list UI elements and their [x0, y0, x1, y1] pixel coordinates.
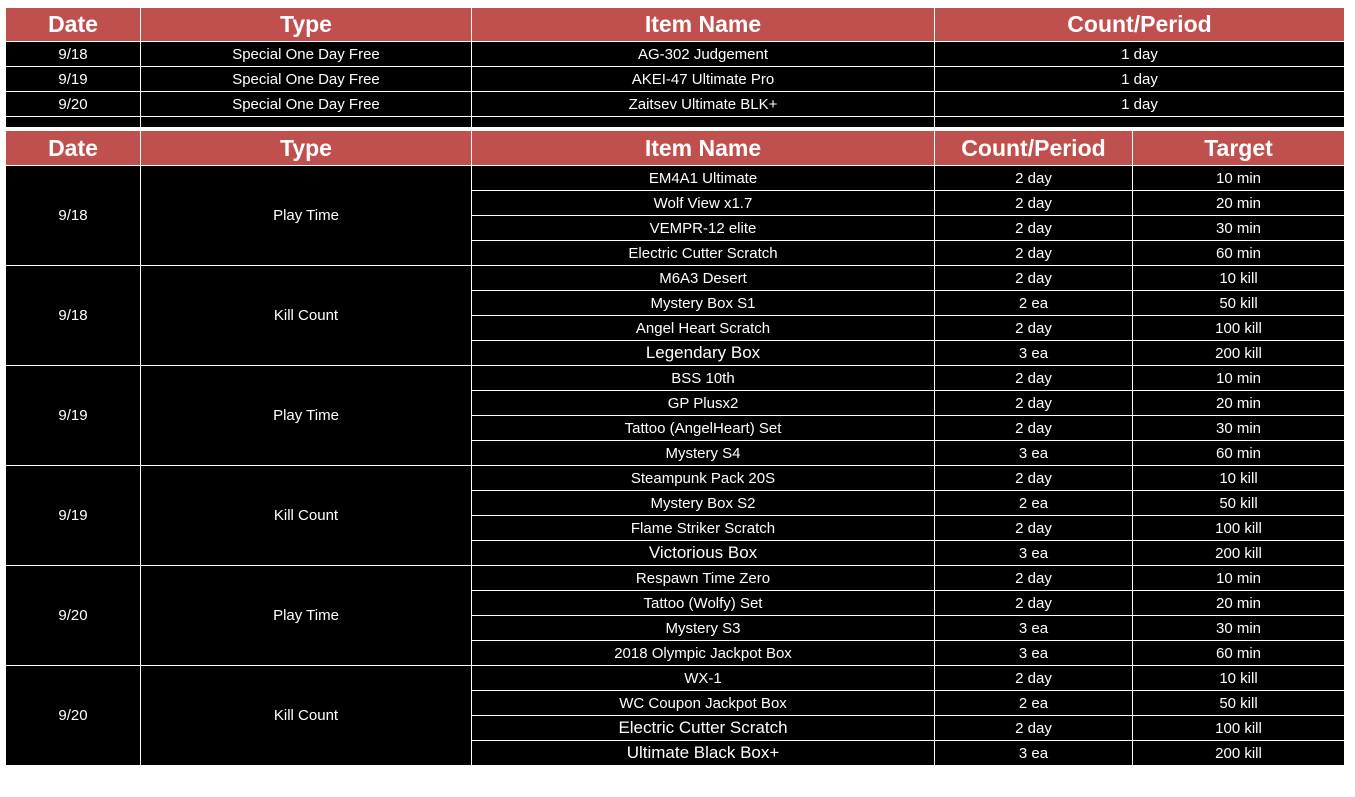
table-row [6, 166, 1345, 191]
count-cell: 2 day [935, 416, 1133, 441]
spacer-cell [6, 117, 141, 128]
item-cell: Angel Heart Scratch [472, 316, 935, 341]
target-cell: 20 min [1133, 591, 1345, 616]
target-cell: 20 min [1133, 191, 1345, 216]
target-cell: 10 kill [1133, 266, 1345, 291]
count-cell: 3 ea [935, 741, 1133, 766]
target-cell: 200 kill [1133, 741, 1345, 766]
item-cell: Mystery Box S2 [472, 491, 935, 516]
type-cell: Special One Day Free [141, 42, 472, 67]
count-cell: 2 day [935, 591, 1133, 616]
header-item-name: Item Name [472, 8, 935, 42]
target-cell: 60 min [1133, 441, 1345, 466]
count-cell: 2 day [935, 191, 1133, 216]
item-cell: Respawn Time Zero [472, 566, 935, 591]
count-cell: 3 ea [935, 441, 1133, 466]
header-row [6, 8, 1345, 42]
item-cell: M6A3 Desert [472, 266, 935, 291]
type-cell: Special One Day Free [141, 92, 472, 117]
target-cell: 10 min [1133, 166, 1345, 191]
table-row [6, 67, 1345, 92]
target-cell: 100 kill [1133, 516, 1345, 541]
item-cell: Electric Cutter Scratch [472, 241, 935, 266]
date-cell: 9/19 [6, 366, 141, 466]
item-cell: Legendary Box [472, 341, 935, 366]
target-cell: 10 min [1133, 366, 1345, 391]
item-cell: Flame Striker Scratch [472, 516, 935, 541]
count-cell: 3 ea [935, 541, 1133, 566]
item-cell: Electric Cutter Scratch [472, 716, 935, 741]
type-cell: Kill Count [141, 466, 472, 566]
item-cell: Mystery S4 [472, 441, 935, 466]
count-cell: 2 day [935, 566, 1133, 591]
target-cell: 100 kill [1133, 316, 1345, 341]
count-cell: 2 ea [935, 291, 1133, 316]
count-cell: 1 day [935, 42, 1345, 67]
spacer-cell [472, 117, 935, 128]
table-row [6, 566, 1345, 591]
header-item-name: Item Name [472, 131, 935, 166]
mission-rewards-table [5, 130, 1345, 766]
count-cell: 2 day [935, 316, 1133, 341]
item-cell: WC Coupon Jackpot Box [472, 691, 935, 716]
count-cell: 2 day [935, 716, 1133, 741]
count-cell: 2 day [935, 466, 1133, 491]
table-row [6, 666, 1345, 691]
item-cell: BSS 10th [472, 366, 935, 391]
count-cell: 2 day [935, 366, 1133, 391]
header-target: Target [1133, 131, 1345, 166]
table-row [6, 266, 1345, 291]
count-cell: 2 day [935, 241, 1133, 266]
count-cell: 2 ea [935, 691, 1133, 716]
header-row [6, 131, 1345, 166]
item-cell: EM4A1 Ultimate [472, 166, 935, 191]
date-cell: 9/19 [6, 67, 141, 92]
target-cell: 30 min [1133, 616, 1345, 641]
date-cell: 9/20 [6, 666, 141, 766]
type-cell: Play Time [141, 366, 472, 466]
table-row [6, 466, 1345, 491]
count-cell: 2 day [935, 666, 1133, 691]
count-cell: 3 ea [935, 641, 1133, 666]
header-date: Date [6, 131, 141, 166]
target-cell: 10 kill [1133, 466, 1345, 491]
item-cell: Wolf View x1.7 [472, 191, 935, 216]
item-cell: AG-302 Judgement [472, 42, 935, 67]
count-cell: 3 ea [935, 341, 1133, 366]
item-cell: Zaitsev Ultimate BLK+ [472, 92, 935, 117]
item-cell: Tattoo (AngelHeart) Set [472, 416, 935, 441]
header-count-period: Count/Period [935, 8, 1345, 42]
target-cell: 50 kill [1133, 291, 1345, 316]
header-type: Type [141, 8, 472, 42]
header-type: Type [141, 131, 472, 166]
count-cell: 2 day [935, 216, 1133, 241]
count-cell: 2 day [935, 391, 1133, 416]
count-cell: 2 ea [935, 491, 1133, 516]
item-cell: Mystery S3 [472, 616, 935, 641]
target-cell: 30 min [1133, 416, 1345, 441]
spacer-cell [141, 117, 472, 128]
date-cell: 9/20 [6, 92, 141, 117]
table-row [6, 92, 1345, 117]
count-cell: 1 day [935, 67, 1345, 92]
target-cell: 100 kill [1133, 716, 1345, 741]
date-cell: 9/18 [6, 42, 141, 67]
type-cell: Play Time [141, 566, 472, 666]
date-cell: 9/20 [6, 566, 141, 666]
spacer-cell [935, 117, 1345, 128]
type-cell: Kill Count [141, 266, 472, 366]
item-cell: GP Plusx2 [472, 391, 935, 416]
type-cell: Kill Count [141, 666, 472, 766]
date-cell: 9/18 [6, 266, 141, 366]
item-cell: 2018 Olympic Jackpot Box [472, 641, 935, 666]
header-date: Date [6, 8, 141, 42]
item-cell: Steampunk Pack 20S [472, 466, 935, 491]
target-cell: 200 kill [1133, 341, 1345, 366]
count-cell: 2 day [935, 266, 1133, 291]
table-row [6, 366, 1345, 391]
target-cell: 60 min [1133, 641, 1345, 666]
target-cell: 60 min [1133, 241, 1345, 266]
item-cell: Ultimate Black Box+ [472, 741, 935, 766]
target-cell: 10 kill [1133, 666, 1345, 691]
target-cell: 20 min [1133, 391, 1345, 416]
daily-rewards-table [5, 7, 1345, 128]
spacer-row [6, 117, 1345, 128]
type-cell: Special One Day Free [141, 67, 472, 92]
header-count-period: Count/Period [935, 131, 1133, 166]
count-cell: 2 day [935, 166, 1133, 191]
target-cell: 50 kill [1133, 691, 1345, 716]
date-cell: 9/19 [6, 466, 141, 566]
target-cell: 10 min [1133, 566, 1345, 591]
table-row [6, 42, 1345, 67]
count-cell: 2 day [935, 516, 1133, 541]
count-cell: 1 day [935, 92, 1345, 117]
item-cell: Victorious Box [472, 541, 935, 566]
target-cell: 200 kill [1133, 541, 1345, 566]
date-cell: 9/18 [6, 166, 141, 266]
item-cell: AKEI-47 Ultimate Pro [472, 67, 935, 92]
target-cell: 30 min [1133, 216, 1345, 241]
item-cell: Tattoo (Wolfy) Set [472, 591, 935, 616]
target-cell: 50 kill [1133, 491, 1345, 516]
count-cell: 3 ea [935, 616, 1133, 641]
item-cell: WX-1 [472, 666, 935, 691]
type-cell: Play Time [141, 166, 472, 266]
item-cell: VEMPR-12 elite [472, 216, 935, 241]
item-cell: Mystery Box S1 [472, 291, 935, 316]
